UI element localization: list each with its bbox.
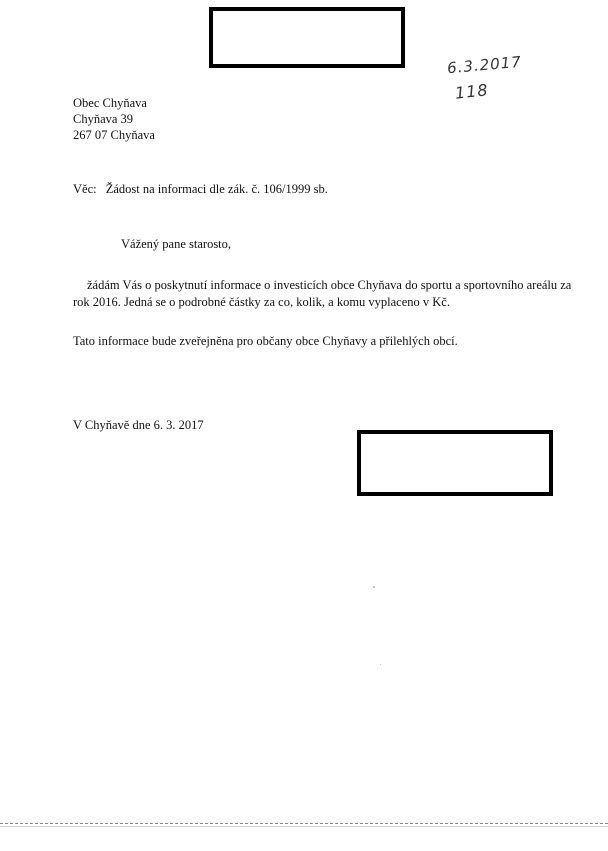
address-line-street: Chyňava 39 [73, 112, 134, 126]
subject-line [73, 182, 328, 197]
publication-notice: Tato informace bude zveřejněna pro občany obce Chyňavy a přilehlých obcí. [73, 334, 458, 348]
recipient-address [73, 95, 155, 143]
handwritten-date-stamp: 6.3.2017 [446, 52, 523, 78]
scan-speck [380, 664, 381, 665]
address-line-name: Obec Chyňava [73, 96, 147, 110]
address-line-postcode: 267 07 Chyňava [73, 128, 155, 142]
request-line-2: rok 2016. Jedná se o podrobné částky za co, kolik, a komu vyplaceno v Kč. [73, 295, 450, 309]
subject-text: Žádost na informaci dle zák. č. 106/1999 sb. [105, 182, 328, 196]
scan-speck [373, 586, 375, 588]
request-line-1: žádám Vás o poskytnutí informace o investicích obce Chyňava do sportu a sportovního areálu za [87, 278, 572, 292]
place-and-date: V Chyňavě dne 6. 3. 2017 [73, 418, 204, 432]
handwritten-registration-number: 118 [454, 80, 490, 103]
redacted-signature-box [357, 430, 553, 496]
salutation: Vážený pane starosto, [121, 237, 232, 251]
request-paragraph [73, 277, 573, 311]
redacted-sender-box [209, 7, 405, 68]
subject-label: Věc: [73, 182, 97, 196]
scan-bottom-edge [0, 823, 608, 827]
